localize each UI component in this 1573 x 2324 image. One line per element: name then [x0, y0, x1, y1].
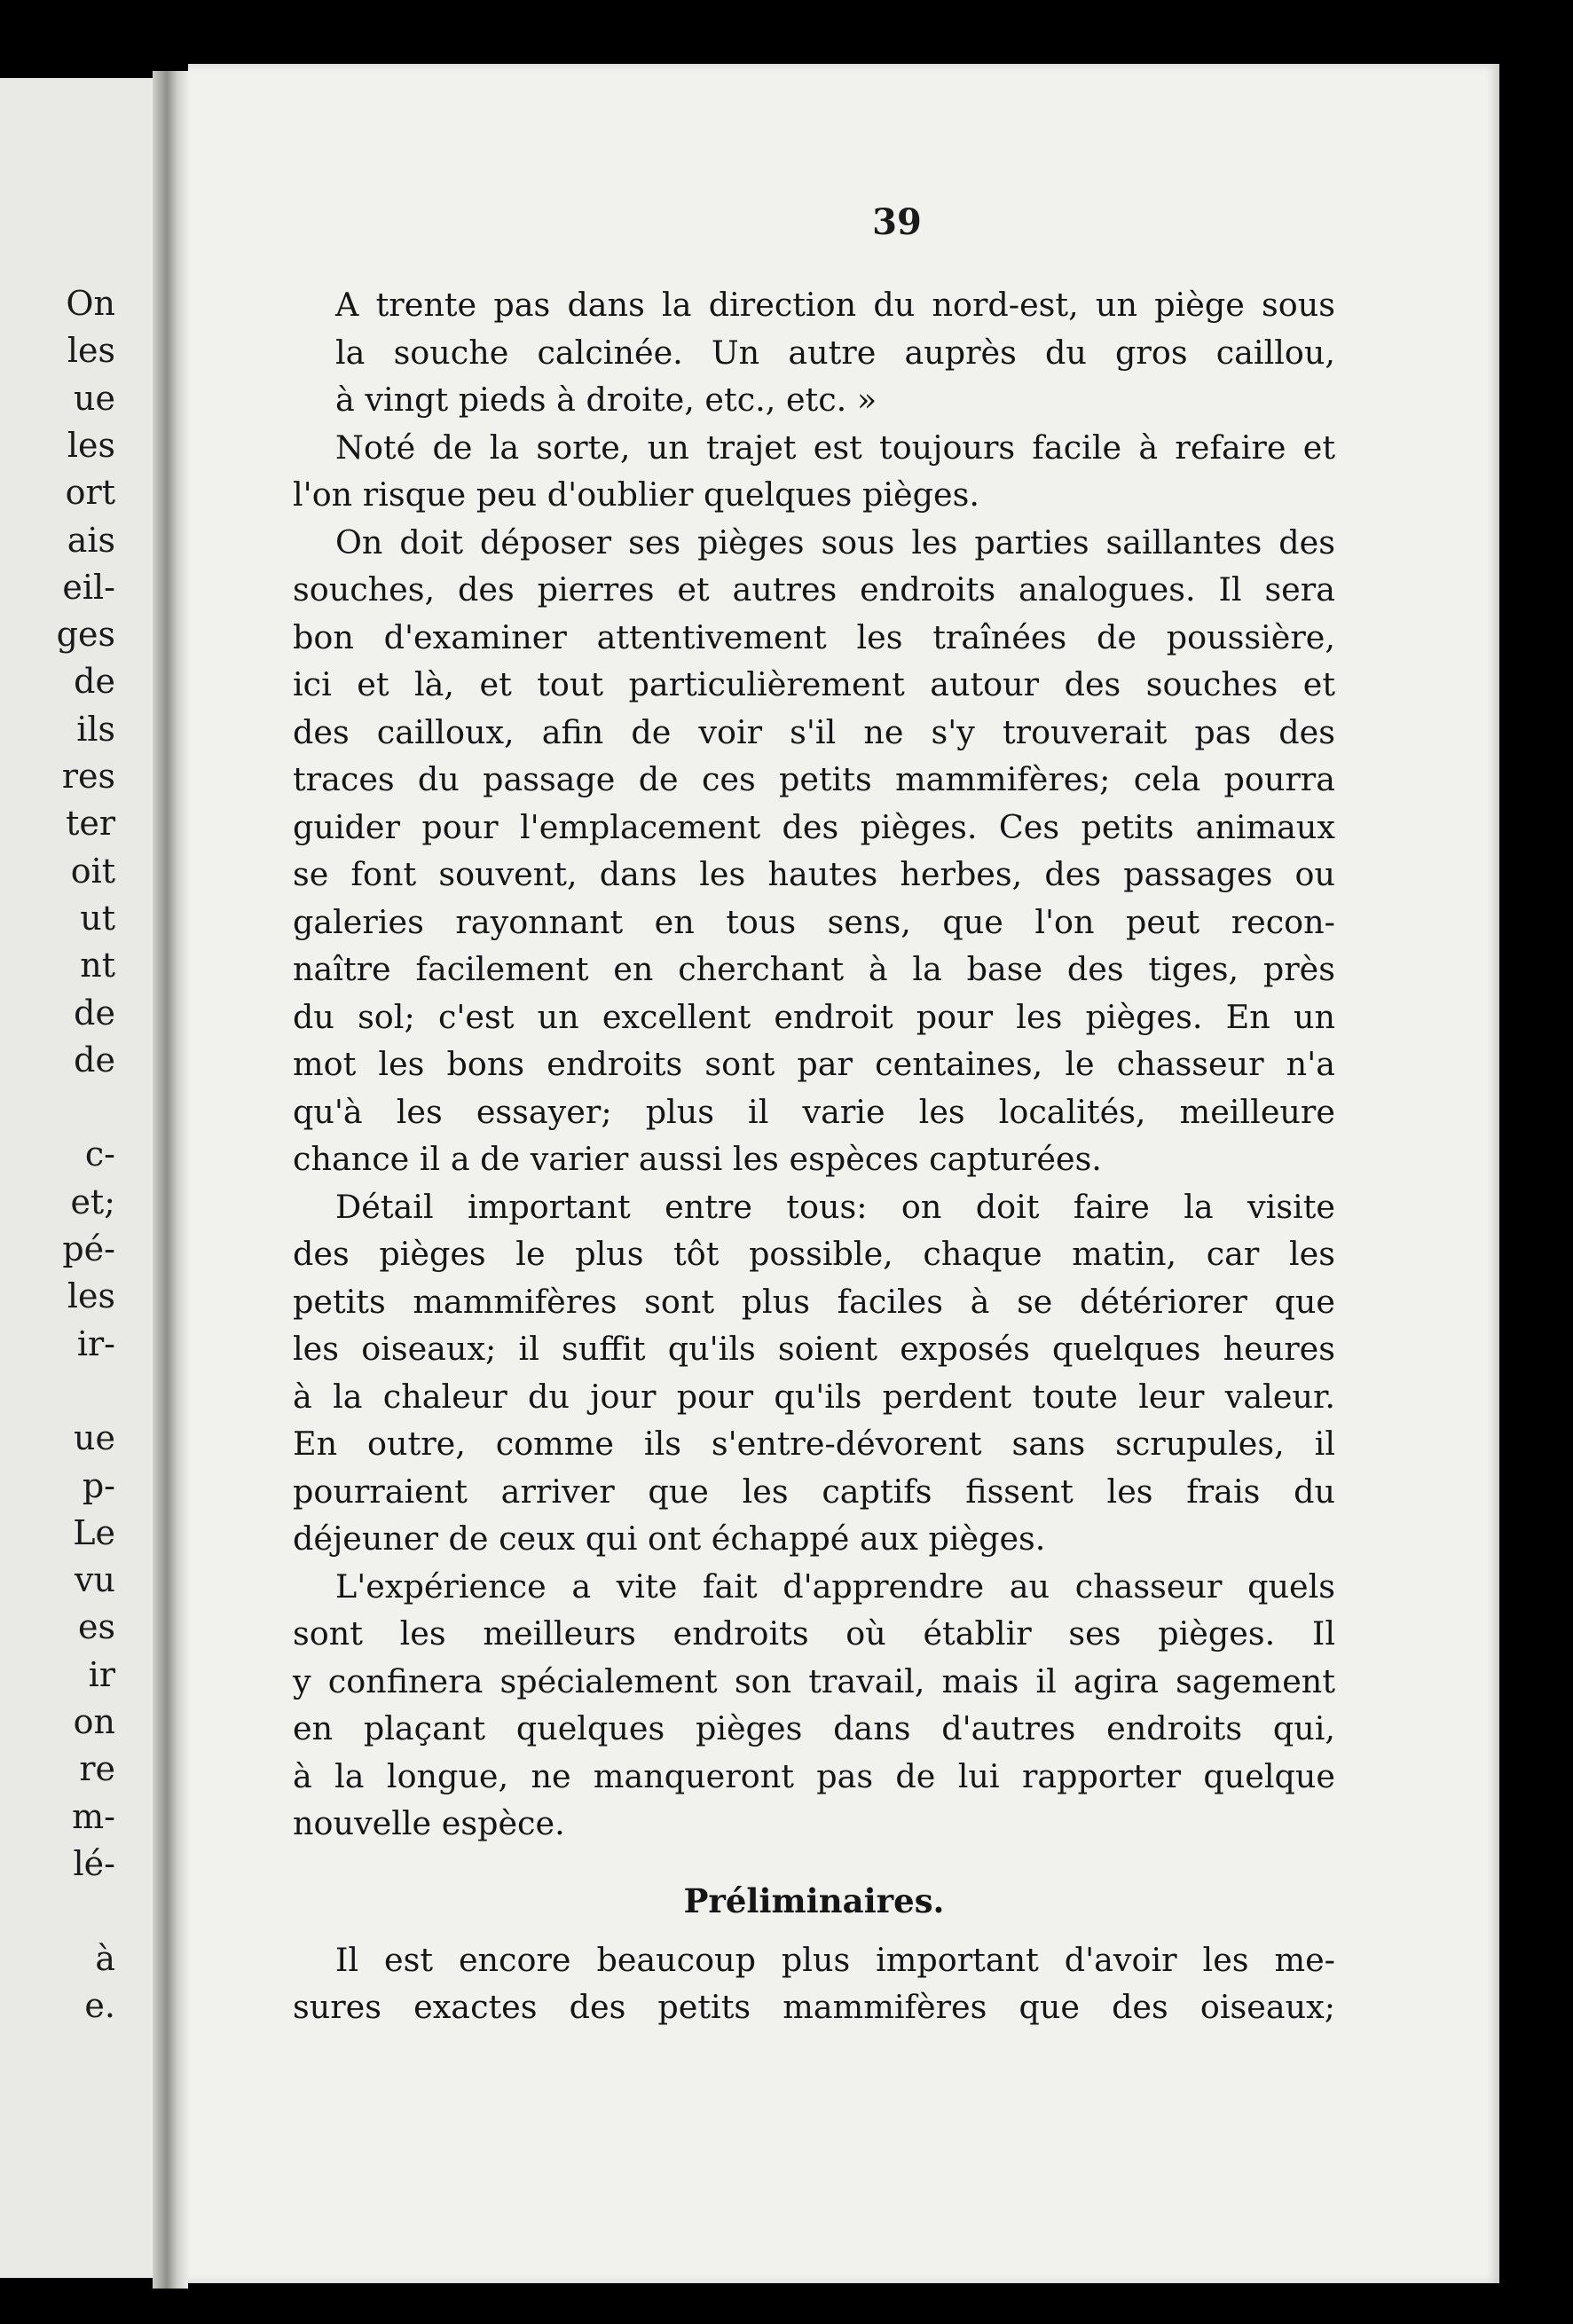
left-page-fragment: c-: [84, 1135, 115, 1174]
left-page-fragment: eil-: [62, 567, 115, 607]
text-line: en plaçant quelques pièges dans d'autres endroits qui,: [293, 1709, 1335, 1747]
section-heading: Préliminaires.: [683, 1880, 945, 1920]
left-page-fragment: on: [73, 1702, 115, 1741]
paragraph-6: [293, 1936, 1335, 2031]
left-page-fragment: ir-: [76, 1323, 115, 1363]
left-page-fragment: à: [95, 1938, 115, 1978]
text-line: naître facilement en cherchant à la base des tiges, près: [293, 950, 1335, 988]
page-body-text: [293, 281, 1335, 2031]
book-spine-gutter: [153, 71, 188, 2289]
left-page-fragment: ue: [74, 1418, 115, 1458]
text-line: nouvelle espèce.: [293, 1804, 565, 1842]
paragraph-4: [293, 1183, 1335, 1563]
paragraph-5: [293, 1563, 1335, 1848]
text-line: En outre, comme ils s'entre-dévorent sans scrupules, il: [293, 1425, 1335, 1463]
text-line: à la chaleur du jour pour qu'ils perdent toute leur valeur.: [293, 1377, 1335, 1416]
left-page-fragment: Le: [73, 1512, 115, 1552]
text-line: à vingt pieds à droite, etc., etc. »: [335, 381, 877, 419]
left-facing-page: [0, 78, 167, 2278]
left-page-fragment: vu: [75, 1560, 115, 1600]
text-line: y confinera spécialement son travail, mais il agira sagement: [293, 1661, 1335, 1700]
left-page-fragment: et;: [70, 1182, 115, 1221]
left-page-fragment: les: [67, 1276, 115, 1316]
left-page-fragment: m-: [72, 1796, 115, 1836]
text-line: des cailloux, afin de voir s'il ne s'y trouverait pas des: [293, 712, 1335, 751]
left-page-fragment: es: [78, 1607, 115, 1647]
text-line: Il est encore beaucoup plus important d'avoir les me-: [335, 1940, 1335, 1979]
text-line: galeries rayonnant en tous sens, que l'on peut recon-: [293, 902, 1335, 941]
text-line: des pièges le plus tôt possible, chaque matin, car les: [293, 1235, 1335, 1273]
page-number: 39: [872, 201, 922, 243]
left-page-fragment: ter: [66, 804, 115, 844]
left-page-fragment: ir: [88, 1654, 115, 1694]
text-line: l'on risque peu d'oublier quelques pièges.: [293, 475, 979, 514]
left-page-fragment: ges: [56, 615, 115, 655]
text-line: guider pour l'emplacement des pièges. Ces petits animaux: [293, 807, 1335, 846]
left-page-fragment: ais: [67, 520, 115, 560]
left-page-fragment: de: [74, 662, 115, 702]
paragraph-2: [293, 424, 1335, 519]
text-line: sures exactes des petits mammifères que des oiseaux;: [293, 1988, 1335, 2026]
left-page-fragment: On: [66, 284, 115, 323]
text-line: ici et là, et tout particulièrement autour des souches et: [293, 665, 1335, 703]
left-page-fragment: nt: [80, 946, 115, 985]
left-page-fragment: e.: [84, 1985, 115, 2025]
text-line: souches, des pierres et autres endroits analogues. Il sera: [293, 570, 1335, 608]
left-page-fragment: les: [67, 331, 115, 371]
text-line: se font souvent, dans les hautes herbes, des passages ou: [293, 855, 1335, 893]
text-line: chance il a de varier aussi les espèces capturées.: [293, 1140, 1102, 1178]
text-line: la souche calcinée. Un autre auprès du gros caillou,: [335, 333, 1335, 372]
left-page-fragment: p-: [82, 1465, 115, 1505]
left-page-fragment: oit: [70, 851, 115, 891]
right-page: [188, 64, 1499, 2283]
text-line: sont les meilleurs endroits où établir ses pièges. Il: [293, 1614, 1335, 1653]
text-line: bon d'examiner attentivement les traînées de poussière,: [293, 617, 1335, 656]
text-line: pourraient arriver que les captifs fissent les frais du: [293, 1472, 1335, 1511]
left-page-fragment: ort: [65, 473, 115, 513]
text-line: Détail important entre tous: on doit faire la visite: [335, 1187, 1335, 1226]
left-page-fragment: res: [61, 757, 115, 796]
left-page-fragment: de: [74, 993, 115, 1032]
paragraph-1: [293, 281, 1335, 424]
paragraph-3: [293, 519, 1335, 1183]
left-page-fragment: lé-: [73, 1843, 115, 1883]
text-line: déjeuner de ceux qui ont échappé aux pièges.: [293, 1519, 1046, 1558]
spacer: [293, 1848, 1335, 1860]
left-page-fragment: les: [67, 425, 115, 465]
text-line: à la longue, ne manqueront pas de lui rapporter quelque: [293, 1756, 1335, 1795]
left-page-fragment: de: [74, 1040, 115, 1080]
left-page-fragment: ue: [74, 378, 115, 418]
text-line: traces du passage de ces petits mammifères; cela pourra: [293, 760, 1335, 798]
text-line: du sol; c'est un excellent endroit pour les pièges. En un: [293, 997, 1335, 1036]
left-page-fragment: pé-: [62, 1229, 115, 1268]
text-line: A trente pas dans la direction du nord-est, un piège sous: [335, 286, 1335, 324]
text-line: qu'à les essayer; plus il varie les localités, meilleure: [293, 1092, 1335, 1131]
text-line: les oiseaux; il suffit qu'ils soient exposés quelques heures: [293, 1330, 1335, 1368]
text-line: On doit déposer ses pièges sous les parties saillantes des: [335, 522, 1335, 561]
left-page-fragment: re: [79, 1749, 115, 1789]
left-page-fragment: ils: [76, 709, 115, 749]
text-line: petits mammifères sont plus faciles à se détériorer que: [293, 1282, 1335, 1321]
text-line: mot les bons endroits sont par centaines, le chasseur n'a: [293, 1045, 1335, 1083]
text-line: L'expérience a vite fait d'apprendre au chasseur quels: [335, 1566, 1335, 1606]
left-page-fragment: ut: [80, 898, 115, 938]
text-line: Noté de la sorte, un trajet est toujours facile à refaire et: [335, 428, 1335, 467]
